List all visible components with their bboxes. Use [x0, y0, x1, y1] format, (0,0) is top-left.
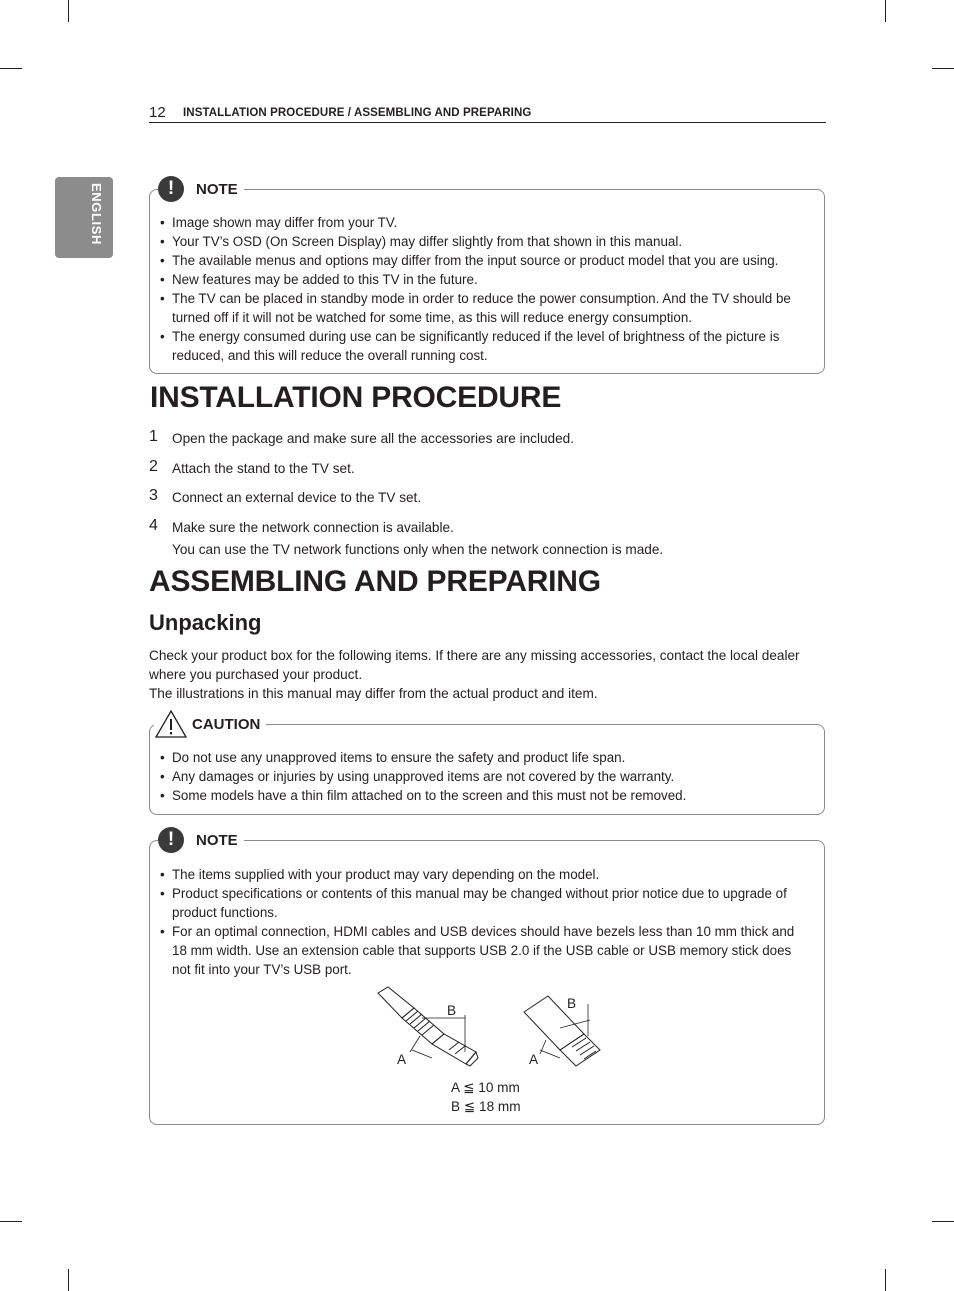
list-item: • For an optimal connection, HDMI cables and USB devices should have bezels less than 10 mm thick and 18 mm width. Use an extension cable that supports USB 2.0 if the USB cable or USB memory stick does not fit into your TV’s USB port.: [160, 922, 808, 979]
exclamation-circle-icon: !: [158, 827, 184, 853]
step-number: 2: [149, 457, 158, 475]
step-text: Attach the stand to the TV set.: [172, 460, 355, 476]
caution-box: [149, 715, 825, 815]
crop-mark: [932, 68, 954, 69]
unpacking-paragraph: [149, 646, 809, 703]
list-item: • Your TV’s OSD (On Screen Display) may differ slightly from that shown in this manual.: [160, 232, 808, 251]
crop-mark: [885, 1269, 886, 1291]
note-label: NOTE: [196, 831, 238, 849]
step-number: 1: [149, 428, 158, 445]
step-item: [149, 487, 789, 517]
caution-header: [154, 709, 266, 739]
step-text: Make sure the network connection is available.: [172, 519, 454, 535]
installation-title: INSTALLATION PROCEDURE: [150, 381, 562, 414]
page-header: [149, 104, 826, 123]
step-item: [149, 428, 789, 458]
list-item: • The energy consumed during use can be significantly reduced if the level of brightness of the picture is reduced, and this will reduce the overall running cost.: [160, 327, 808, 365]
crop-mark: [68, 0, 69, 22]
note-box: [149, 178, 825, 374]
step-text: Connect an external device to the TV set.: [172, 490, 422, 505]
note-list: [160, 865, 808, 979]
dimension-b: B ≦ 18 mm: [451, 1099, 521, 1114]
unpacking-subtitle: Unpacking: [149, 610, 262, 635]
crop-mark: [68, 1269, 69, 1291]
header-title: INSTALLATION PROCEDURE / ASSEMBLING AND PREPARING: [183, 107, 532, 119]
usb-label-b: B: [567, 996, 577, 1011]
installation-steps: [149, 428, 789, 546]
assembling-title: ASSEMBLING AND PREPARING: [149, 565, 601, 598]
list-item: • Product specifications or contents of this manual may be changed without prior notice due to upgrade of product functions.: [160, 884, 808, 922]
crop-mark: [0, 1221, 22, 1222]
list-item: • Some models have a thin film attached on to the screen and this must not be removed.: [160, 786, 808, 805]
list-item: • The TV can be placed in standby mode in order to reduce the power consumption. And the TV should be turned off if it will not be watched for some time, as this will reduce energy consumption.: [160, 289, 808, 327]
crop-mark: [932, 1221, 954, 1222]
caution-list: [160, 748, 808, 805]
step-number: 4: [149, 516, 158, 534]
step-item: [149, 458, 789, 488]
exclamation-circle-icon: !: [158, 176, 184, 202]
list-item: • The items supplied with your product may vary depending on the model.: [160, 865, 808, 884]
dimension-a: A ≦ 10 mm: [451, 1080, 520, 1095]
paragraph-text: The illustrations in this manual may differ from the actual product and item.: [149, 686, 598, 701]
step-text: Open the package and make sure all the accessories are included.: [172, 431, 575, 446]
page-number: 12: [149, 104, 166, 121]
caution-label: CAUTION: [192, 715, 261, 733]
step-number: 3: [149, 487, 158, 504]
list-item: • Any damages or injuries by using unapproved items are not covered by the warranty.: [160, 767, 808, 786]
usb-label-a: A: [529, 1052, 539, 1067]
note-label: NOTE: [196, 180, 238, 198]
list-item: • The available menus and options may differ from the input source or product model that you are using.: [160, 251, 808, 270]
step-note: You can use the TV network functions only when the network connection is made.: [172, 542, 664, 557]
language-tab-label: ENGLISH: [89, 183, 104, 245]
list-item: • Image shown may differ from your TV.: [160, 213, 808, 232]
hdmi-label-b: B: [447, 1003, 457, 1018]
list-item: • New features may be added to this TV in the future.: [160, 270, 808, 289]
list-item: • Do not use any unapproved items to ensure the safety and product life span.: [160, 748, 808, 767]
paragraph-text: Check your product box for the following items. If there are any missing accessories, contact the local dealer where you purchased your product.: [149, 648, 800, 682]
crop-mark: [0, 68, 22, 69]
hdmi-label-a: A: [397, 1052, 407, 1067]
note-header: [158, 827, 244, 853]
language-tab: [55, 177, 113, 258]
warning-triangle-icon: [154, 709, 188, 739]
crop-mark: [885, 0, 886, 22]
note-header: [158, 176, 244, 202]
note-list: [160, 213, 808, 365]
